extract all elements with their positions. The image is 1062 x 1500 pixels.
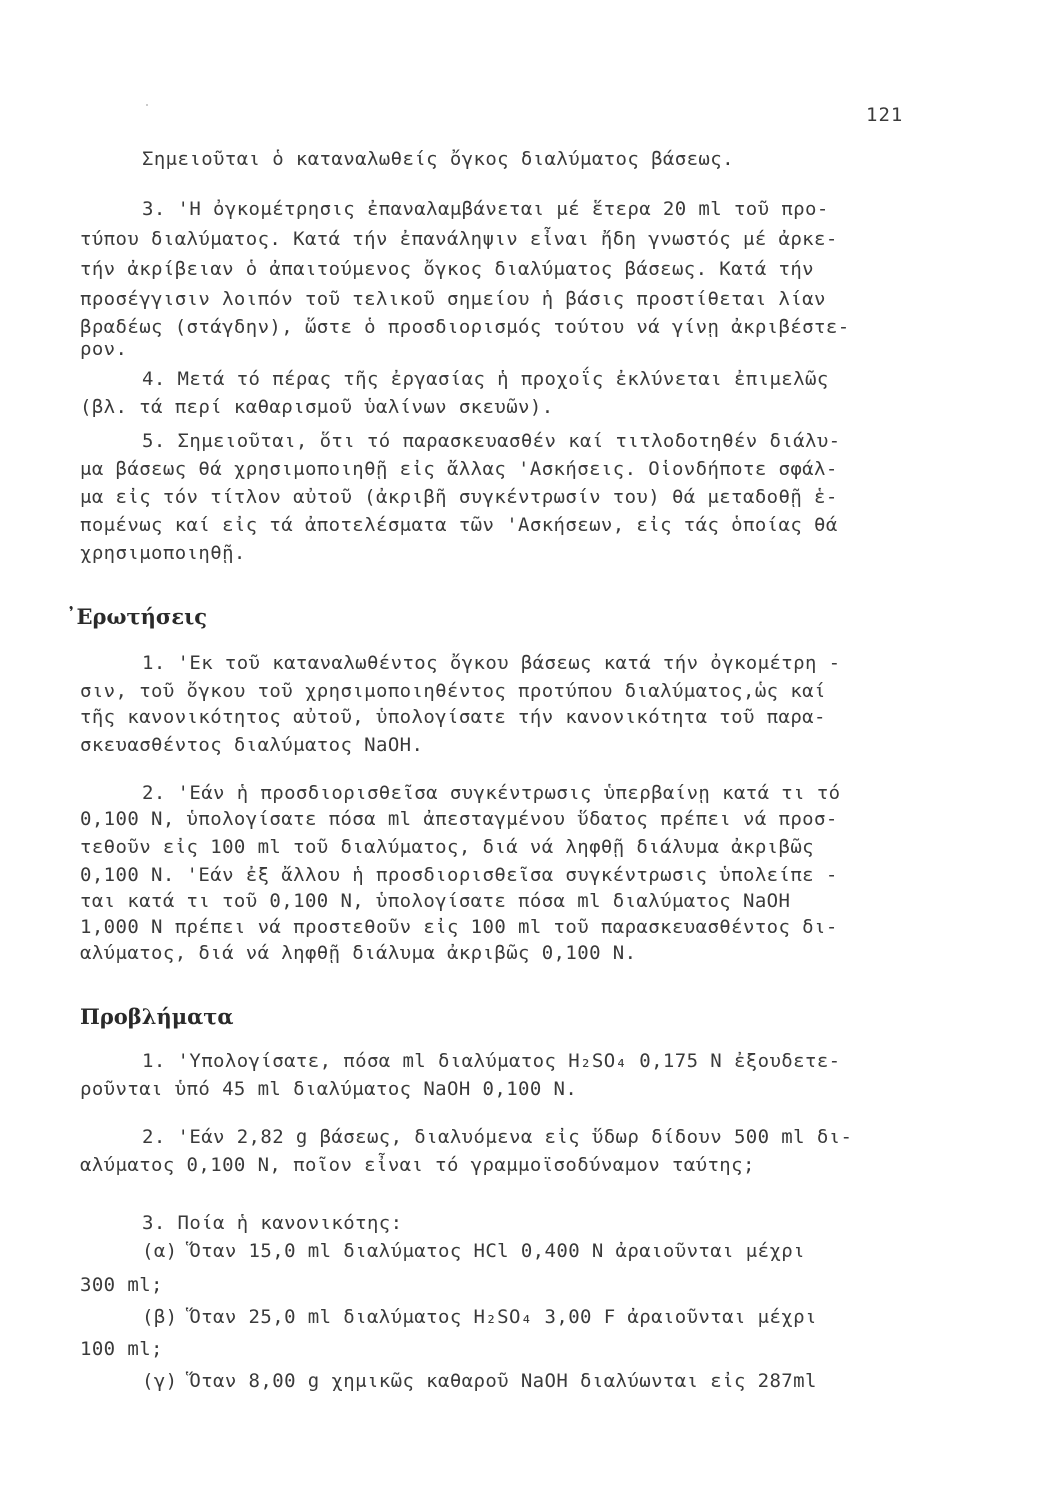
- problem-3c-line: (γ) Ὅταν 8,00 g χημικῶς καθαροῦ NaOH διαλύωνται εἰς 287ml: [142, 1370, 817, 1392]
- step-4-line: (βλ. τά περί καθαρισμοῦ ὑαλίνων σκευῶν).: [80, 396, 554, 418]
- step-5-line: πομένως καί εἰς τά ἀποτελέσματα τῶν 'Ασκήσεων, εἰς τάς ὁποίας θά: [80, 514, 838, 536]
- questions-heading: ᾿Ερωτήσεις: [66, 604, 208, 629]
- question-1-line: σιν, τοῦ ὄγκου τοῦ χρησιμοποιηθέντος προτύπου διαλύματος,ὡς καί: [80, 680, 826, 702]
- question-2-line: 0,100 N, ὑπολογίσατε πόσα ml ἀπεσταγμένου ὕδατος πρέπει νά προσ-: [80, 808, 838, 830]
- problem-2-line: αλύματος 0,100 N, ποῖον εἶναι τό γραμμοϊσοδύναμον ταύτης;: [80, 1154, 755, 1176]
- question-2-line: αλύματος, διά νά ληφθῇ διάλυμα ἀκριβῶς 0,100 N.: [80, 942, 637, 964]
- question-1-line: τῆς κανονικότητος αὐτοῦ, ὑπολογίσατε τήν κανονικότητα τοῦ παρα-: [80, 706, 826, 728]
- question-2-line: 1,000 N πρέπει νά προστεθοῦν εἰς 100 ml τοῦ παρασκευασθέντος δι-: [80, 916, 838, 938]
- step-5-line: χρησιμοποιηθῇ.: [80, 542, 246, 564]
- step-3-line: 3. 'Η ὀγκομέτρησις ἐπαναλαμβάνεται μέ ἕτερα 20 ml τοῦ προ-: [142, 198, 829, 220]
- question-1-line: 1. 'Εκ τοῦ καταναλωθέντος ὄγκου βάσεως κατά τήν ὀγκομέτρη -: [142, 652, 841, 674]
- step-3-line: προσέγγισιν λοιπόν τοῦ τελικοῦ σημείου ἡ βάσις προστίθεται λίαν: [80, 288, 826, 310]
- step-3-line: βραδέως (στάγδην), ὥστε ὁ προσδιορισμός τούτου νά γίνῃ ἀκριβέστε-: [80, 316, 850, 338]
- problem-3-line: 3. Ποία ἡ κανονικότης:: [142, 1212, 403, 1234]
- step-3-line: τύπου διαλύματος. Κατά τήν ἐπανάληψιν εἶναι ἤδη γνωστός μέ ἀρκε-: [80, 228, 838, 250]
- problem-1-line: ροῦνται ὑπό 45 ml διαλύματος NaOH 0,100 N.: [80, 1078, 578, 1100]
- question-2-line: 0,100 N. 'Εάν ἐξ ἄλλου ἡ προσδιορισθεῖσα συγκέντρωσις ὑπολείπε -: [80, 864, 838, 886]
- question-2-line: τεθοῦν εἰς 100 ml τοῦ διαλύματος, διά νά ληφθῇ διάλυμα ἀκριβῶς: [80, 836, 815, 858]
- step-5-line: μα εἰς τόν τίτλον αὐτοῦ (ἀκριβῆ συγκέντρωσίν του) θά μεταδοθῇ ἑ-: [80, 486, 838, 508]
- intro-line: Σημειοῦται ὁ καταναλωθείς ὄγκος διαλύματος βάσεως.: [142, 148, 734, 170]
- question-2-line: 2. 'Εάν ἡ προσδιορισθεῖσα συγκέντρωσις ὑπερβαίνῃ κατά τι τό: [142, 782, 841, 804]
- problem-3a-line: 300 ml;: [80, 1274, 163, 1296]
- problems-heading: Προβλήματα: [80, 1004, 234, 1029]
- step-5-line: 5. Σημειοῦται, ὅτι τό παρασκευασθέν καί τιτλοδοτηθέν διάλυ-: [142, 430, 841, 452]
- scan-speck: [146, 104, 148, 106]
- problem-2-line: 2. 'Εάν 2,82 g βάσεως, διαλυόμενα εἰς ὕδωρ δίδουν 500 ml δι-: [142, 1126, 853, 1148]
- step-3-line: ρον.: [80, 338, 128, 360]
- problem-3a-line: (α) Ὅταν 15,0 ml διαλύματος HCl 0,400 N ἀραιοῦνται μέχρι: [142, 1240, 805, 1262]
- question-1-line: σκευασθέντος διαλύματος NaOH.: [80, 734, 424, 756]
- step-3-line: τήν ἀκρίβειαν ὁ ἀπαιτούμενος ὄγκος διαλύματος βάσεως. Κατά τήν: [80, 258, 815, 280]
- question-2-line: ται κατά τι τοῦ 0,100 N, ὑπολογίσατε πόσα ml διαλύματος NaOH: [80, 890, 791, 912]
- step-4-line: 4. Μετά τό πέρας τῆς ἐργασίας ἡ προχοΐς ἐκλύνεται ἐπιμελῶς: [142, 368, 829, 390]
- problem-3b-line: 100 ml;: [80, 1338, 163, 1360]
- problem-1-line: 1. 'Υπολογίσατε, πόσα ml διαλύματος H₂SO₄ 0,175 N ἐξουδετε-: [142, 1050, 841, 1072]
- page-number: 121: [866, 104, 904, 126]
- problem-3b-line: (β) Ὅταν 25,0 ml διαλύματος H₂SO₄ 3,00 F ἀραιοῦνται μέχρι: [142, 1306, 817, 1328]
- step-5-line: μα βάσεως θά χρησιμοποιηθῇ εἰς ἄλλας 'Ασκήσεις. Οἱονδήποτε σφάλ-: [80, 458, 838, 480]
